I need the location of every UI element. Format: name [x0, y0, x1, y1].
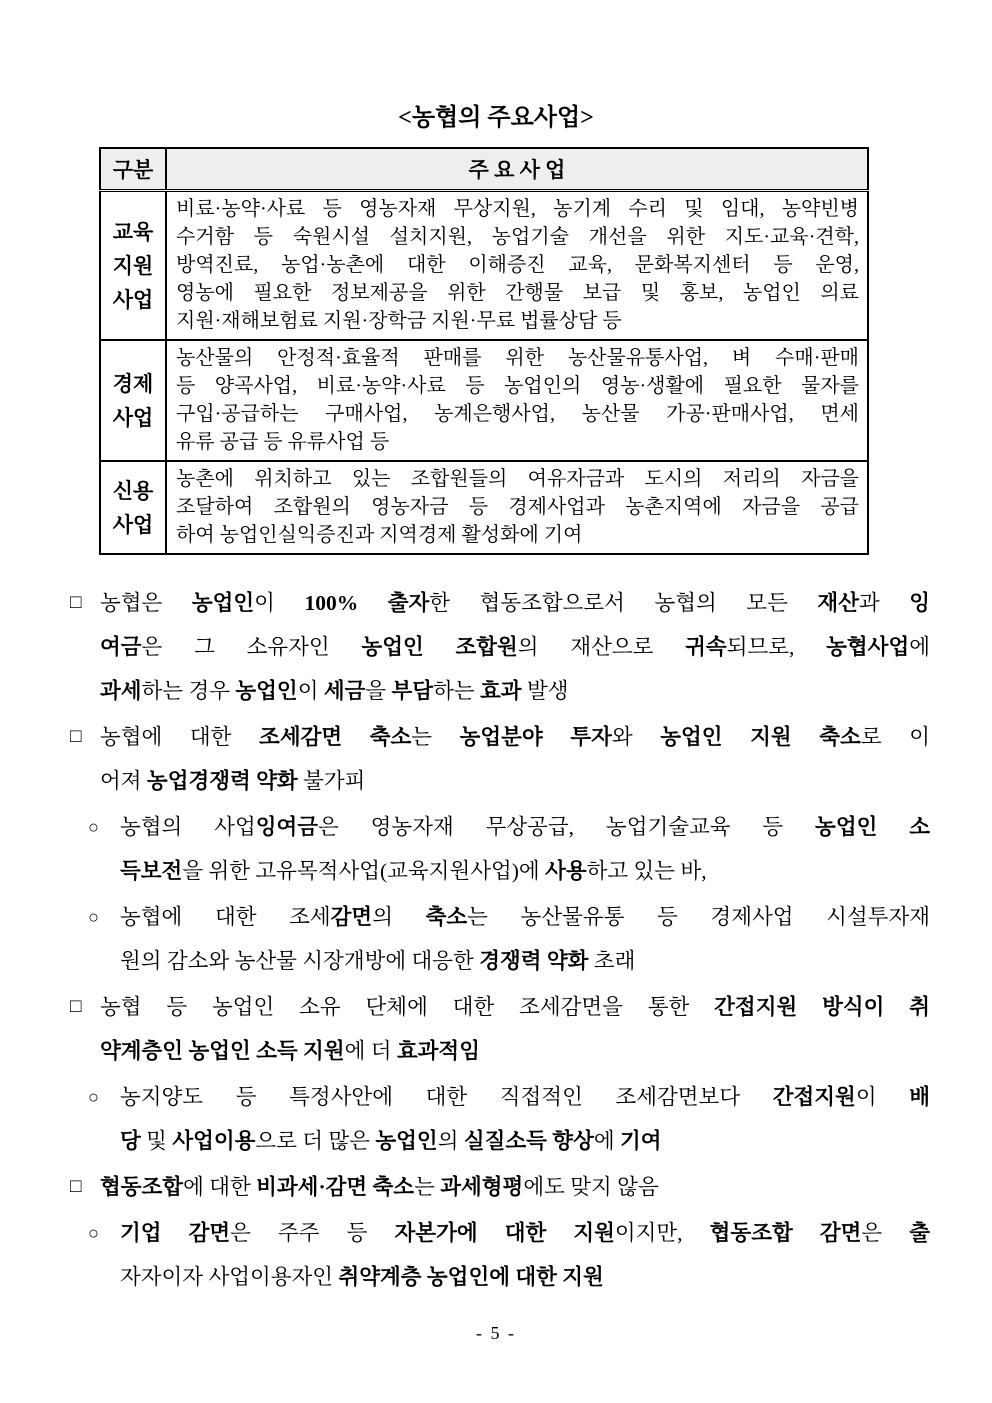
paragraph-line: 당 및 사업이용으로 더 많은 농업인의 실질소득 향상에 기여 [120, 1129, 662, 1153]
table-cell-category [100, 340, 166, 461]
paragraph [88, 895, 930, 983]
table-cell-category [100, 191, 166, 341]
paragraph-line: 농협에 대한 조세감면 축소는 농업분야 투자와 농업인 지원 축소로 이 [100, 725, 930, 749]
bullet-circle-icon: ○ [88, 1223, 99, 1243]
paragraph-line: 농협의 사업잉여금은 영농자재 무상공급, 농업기술교육 등 농업인 소 [120, 815, 930, 839]
paragraph-line: 과세하는 경우 농업인이 세금을 부담하는 효과 발생 [100, 679, 569, 703]
bullet-square-icon: □ [70, 996, 82, 1017]
table-text-line: 수거함 등 숙원시설 설치지원, 농업기술 개선을 위한 지도·교육·견학, [176, 226, 859, 248]
table-row [100, 340, 868, 461]
table-cell-main-business [166, 340, 868, 461]
page-title: <농협의 주요사업> [398, 105, 594, 131]
table-text-line: 지원·재해보험료 지원·장학금 지원·무료 법률상담 등 [176, 310, 622, 332]
table-cell-main-business [166, 461, 868, 554]
paragraph [88, 1211, 930, 1299]
paragraph [70, 715, 930, 803]
paragraph [70, 581, 930, 713]
table-text-line: 농촌에 위치하고 있는 조합원들의 여유자금과 도시의 저리의 자금을 [176, 468, 859, 490]
category-line: 교육 [112, 219, 154, 244]
body-paragraphs [70, 581, 930, 1299]
paragraph-line: 농협 등 농업인 소유 단체에 대한 조세감면을 통한 간접지원 방식이 취 [100, 995, 930, 1019]
table-cell-main-business [166, 191, 868, 341]
table-cell-category [100, 461, 166, 554]
table-text-line: 비료·농약·사료 등 영농자재 무상지원, 농기계 수리 및 임대, 농약빈병 [176, 198, 859, 220]
table-header-row [100, 148, 868, 191]
business-table [99, 147, 869, 555]
table-header-category: 구분 [100, 148, 166, 191]
category-line: 사업 [112, 405, 154, 430]
table-text-line: 조달하여 조합원의 영농자금 등 경제사업과 농촌지역에 자금을 공급 [176, 496, 859, 518]
table-row [100, 191, 868, 341]
paragraph-line: 농지양도 등 특정사안에 대한 직접적인 조세감면보다 간접지원이 배 [120, 1085, 930, 1109]
paragraph-line: 원의 감소와 농산물 시장개방에 대응한 경쟁력 약화 초래 [120, 949, 636, 973]
paragraph-line: 약계층인 농업인 소득 지원에 더 효과적임 [100, 1039, 480, 1063]
paragraph-line: 자자이자 사업이용자인 취약계층 농업인에 대한 지원 [120, 1265, 604, 1289]
table-text-line: 영농에 필요한 정보제공을 위한 간행물 보급 및 홍보, 농업인 의료 [176, 282, 859, 304]
bullet-circle-icon: ○ [88, 907, 99, 927]
bullet-circle-icon: ○ [88, 1087, 99, 1107]
bullet-circle-icon: ○ [88, 817, 99, 837]
table-text-line: 하여 농업인실익증진과 지역경제 활성화에 기여 [176, 524, 583, 546]
paragraph-line: 어져 농업경쟁력 약화 불가피 [100, 769, 366, 793]
paragraph-line: 득보전을 위한 고유목적사업(교육지원사업)에 사용하고 있는 바, [120, 859, 707, 883]
category-line: 신용 [112, 478, 154, 503]
table-text-line: 구입·공급하는 구매사업, 농계은행사업, 농산물 가공·판매사업, 면세 [176, 403, 859, 425]
paragraph [88, 805, 930, 893]
paragraph-line: 농협은 농업인이 100% 출자한 협동조합으로서 농협의 모든 재산과 잉 [100, 591, 930, 615]
table-row [100, 461, 868, 554]
page-number: - 5 - [476, 1323, 516, 1343]
table-text-line: 유류 공급 등 유류사업 등 [176, 431, 390, 453]
bullet-square-icon: □ [70, 592, 82, 613]
table-text-line: 등 양곡사업, 비료·농약·사료 등 농업인의 영농·생활에 필요한 물자를 [176, 375, 859, 397]
table-text-line: 방역진료, 농업·농촌에 대한 이해증진 교육, 문화복지센터 등 운영, [176, 254, 859, 276]
bullet-square-icon: □ [70, 726, 82, 747]
category-line: 사업 [112, 512, 154, 537]
category-line: 지원 [112, 253, 154, 278]
paragraph-line: 기업 감면은 주주 등 자본가에 대한 지원이지만, 협동조합 감면은 출 [120, 1221, 931, 1245]
category-line: 경제 [112, 371, 154, 396]
paragraph-line: 농협에 대한 조세감면의 축소는 농산물유통 등 경제사업 시설투자재 [120, 905, 930, 929]
table-text-line: 농산물의 안정적·효율적 판매를 위한 농산물유통사업, 벼 수매·판매 [176, 347, 859, 369]
paragraph-line: 여금은 그 소유자인 농업인 조합원의 재산으로 귀속되므로, 농협사업에 [100, 635, 930, 659]
paragraph [70, 1165, 930, 1209]
bullet-square-icon: □ [70, 1176, 82, 1197]
paragraph [88, 1075, 930, 1163]
paragraph [70, 985, 930, 1073]
category-line: 사업 [112, 287, 154, 312]
table-header-main-business: 주 요 사 업 [166, 148, 868, 191]
paragraph-line: 협동조합에 대한 비과세·감면 축소는 과세형평에도 맞지 않음 [100, 1175, 659, 1199]
